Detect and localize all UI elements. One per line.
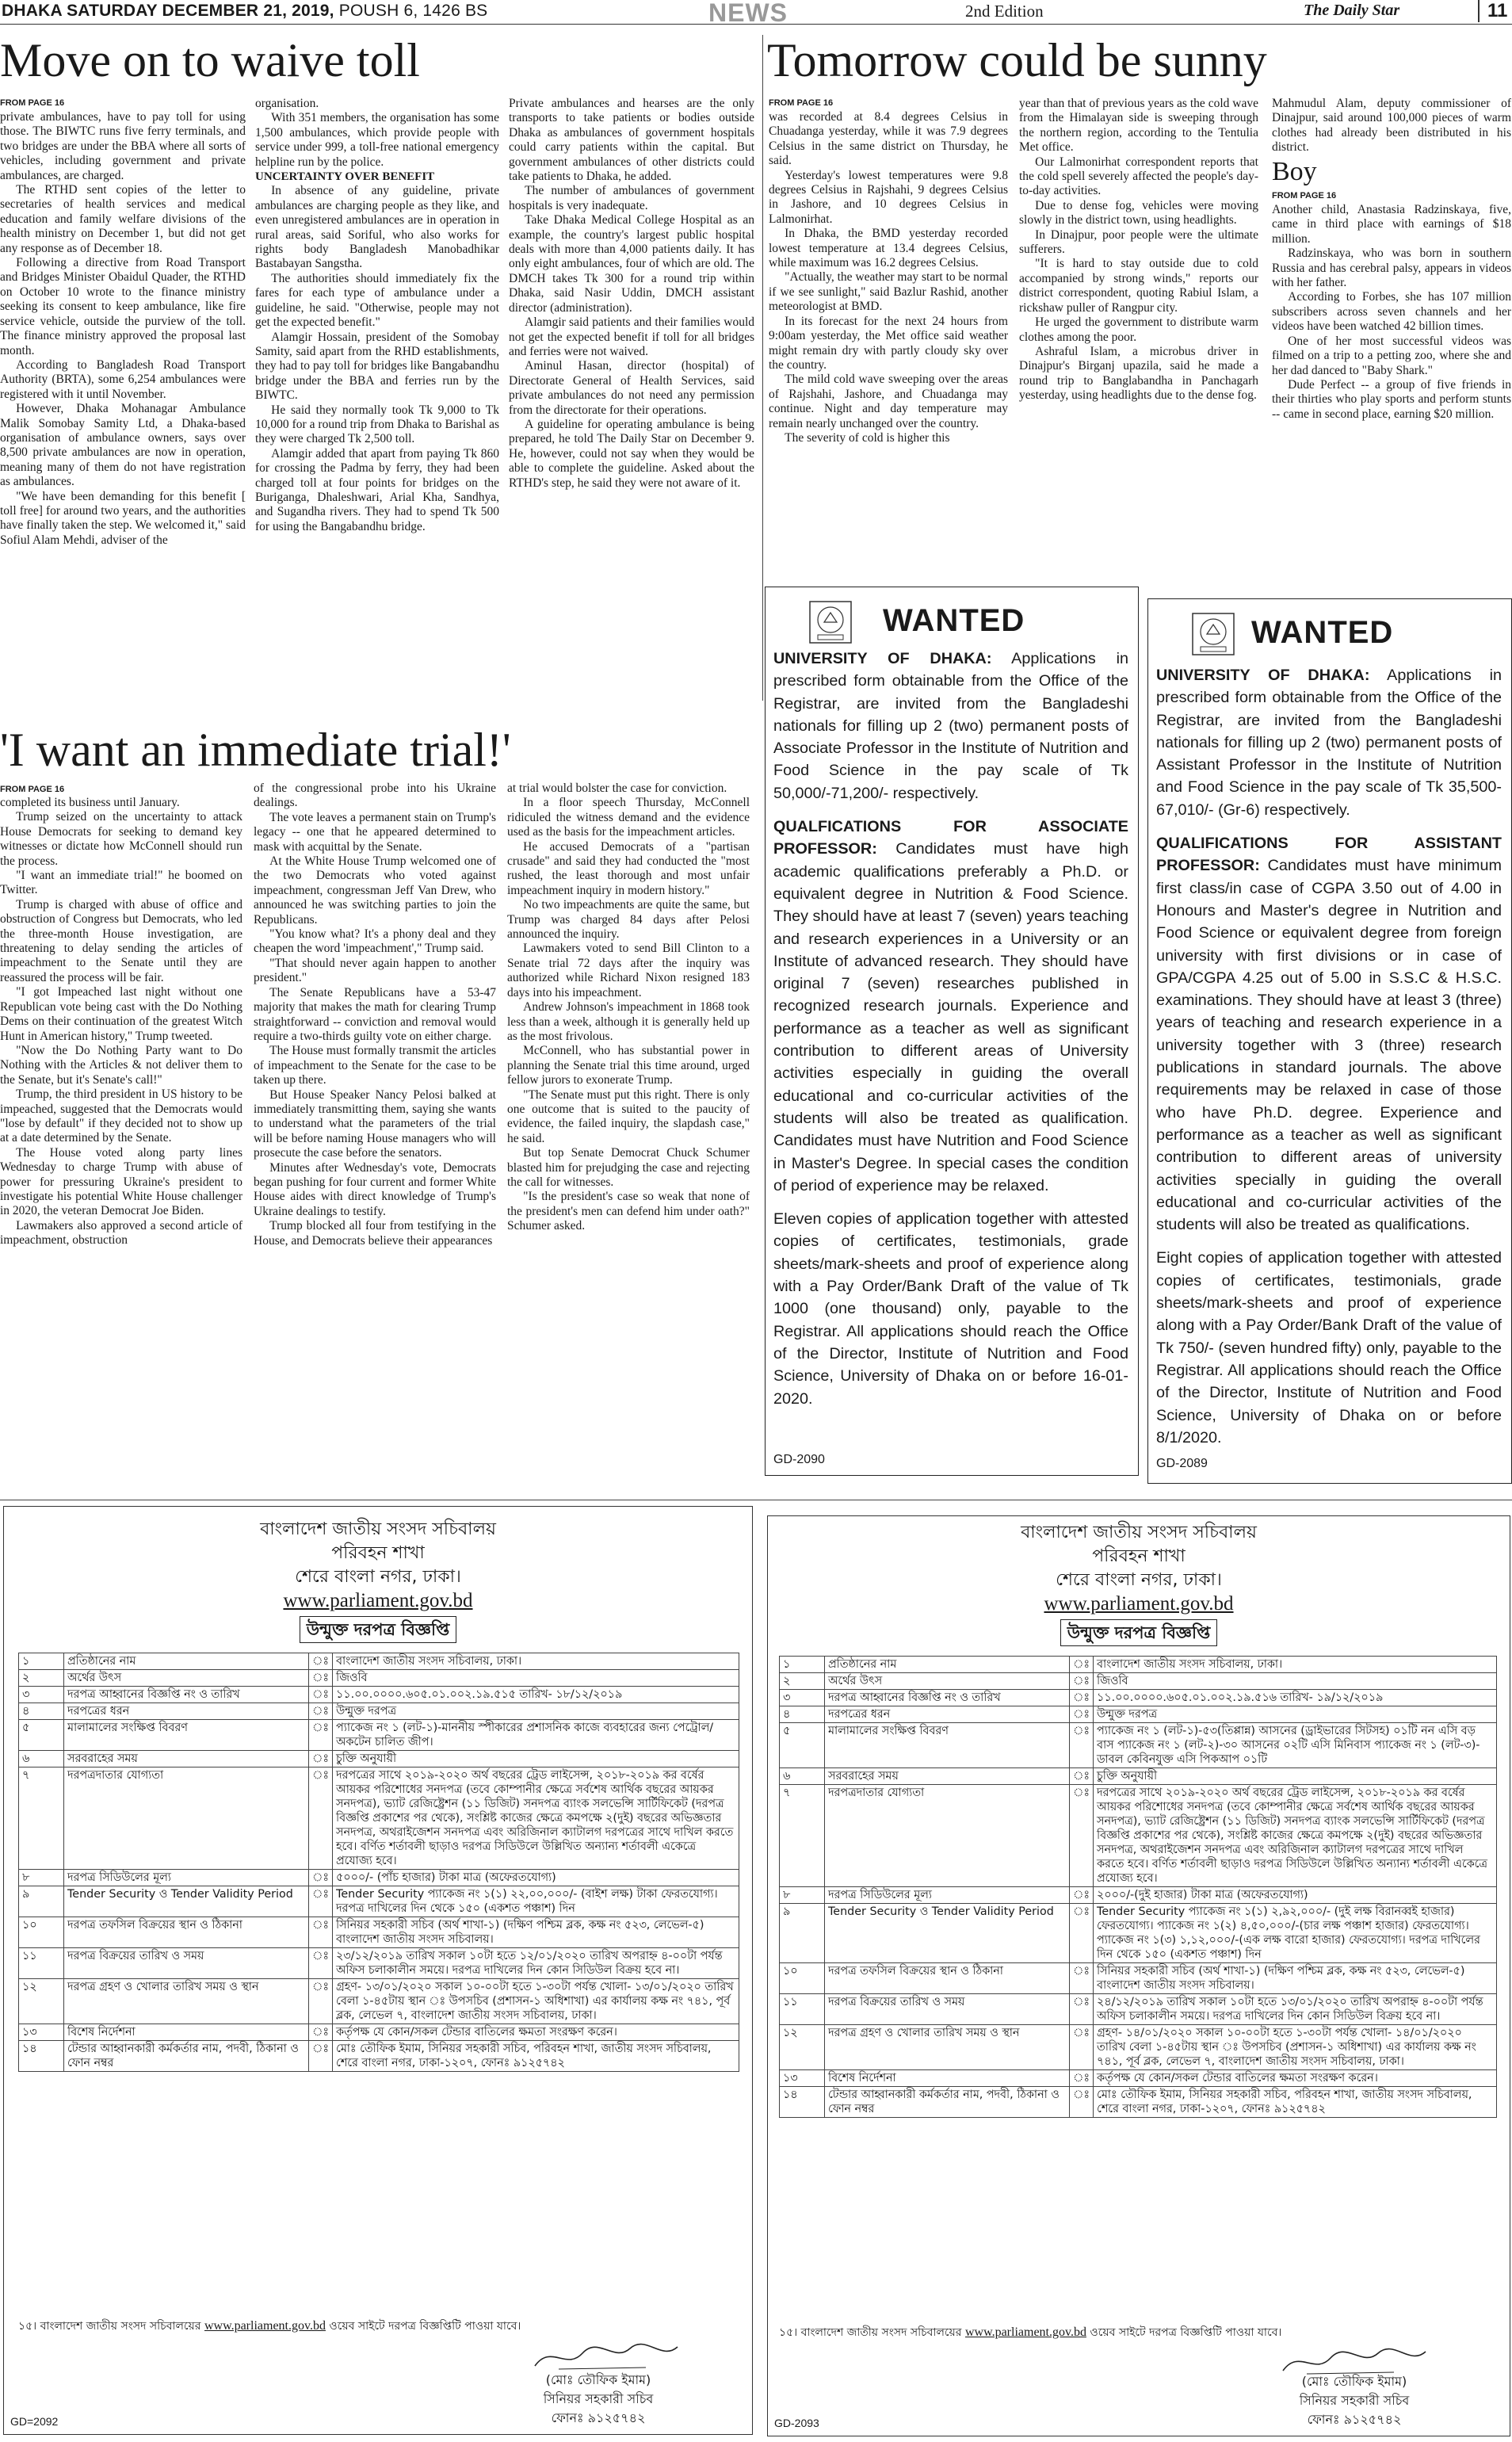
colon-separator: ঃ bbox=[309, 1886, 333, 1917]
row-number: ৯ bbox=[780, 1904, 825, 1963]
paragraph: Yesterday's lowest temperatures were 9.8 degrees Celsius in Rajshahi, 9 degrees Celsius in Jashore, and 10 degrees Celsius in Lalmonirhat. bbox=[769, 168, 1008, 226]
colon-separator: ঃ bbox=[309, 1870, 333, 1886]
row-number: ৪ bbox=[19, 1703, 64, 1720]
row-value: ৫০০০/- (পাঁচ হাজার) টাকা মাত্র (অফেরতযোগ্য) bbox=[333, 1870, 739, 1886]
tender-signature: (মোঃ তৌফিক ইমাম) সিনিয়র সহকারী সচিব ফোনঃ ৯১২৫৭৪২ bbox=[543, 2372, 654, 2425]
row-value: মোঃ তৌফিক ইমাম, সিনিয়র সহকারী সচিব, পরিবহন শাখা, জাতীয় সংসদ সচিবালয়, শেরে বাংলা নগর, ঢাকা-১২০৭, ফোনঃ ৯১২৫৭৪২ bbox=[1094, 2087, 1497, 2118]
row-value: কর্তৃপক্ষ যে কোন/সকল টেন্ডার বাতিলের ক্ষমতা সংরক্ষণ করেন। bbox=[333, 2024, 739, 2041]
row-label: Tender Security ও Tender Validity Period bbox=[64, 1886, 309, 1917]
row-value: ২৪/১২/২০১৯ তারিখ সকাল ১০টা হতে ১৩/০১/২০২০ তারিখ অপরাহ্ন ৪-০০টা পর্যন্ত অফিস চলাকালীন সময়ে। দরপত্র দাখিলের দিন কোন সিডিউল বিক্রয় হবে না। bbox=[1094, 1994, 1497, 2025]
row-number: ৩ bbox=[780, 1690, 825, 1706]
row-value: উন্মুক্ত দরপত্র bbox=[1094, 1706, 1497, 1723]
row-number: ১ bbox=[780, 1657, 825, 1673]
paragraph: year than that of previous years as the cold wave from the Himalayan side is sweeping through the northern region, according to the Tentulia Met office. bbox=[1019, 97, 1258, 155]
wanted-ad-associate bbox=[765, 587, 1139, 1476]
employer-name: UNIVERSITY OF DHAKA: bbox=[1156, 667, 1370, 684]
paragraph: "We have been demanding for this benefit [ toll free] for around two years, and the authorities have finally taken the step. We welcomed it," said Sofiul Alam Mehdi, adviser of the bbox=[0, 489, 246, 547]
row-number: ১৩ bbox=[780, 2070, 825, 2087]
date-text: DHAKA SATURDAY DECEMBER 21, 2019, bbox=[2, 2, 334, 20]
row-number: ৬ bbox=[19, 1751, 64, 1767]
row-value: চুক্তি অনুযায়ী bbox=[333, 1751, 739, 1767]
table-row bbox=[19, 1720, 739, 1751]
trial-column-2 bbox=[254, 782, 496, 1485]
subhead-uncertainty: UNCERTAINTY OVER BENEFIT bbox=[255, 170, 435, 184]
paragraph: "The Senate must put this right. There is only one outcome that is suited to the paucity of evidence, the failed inquiry, the slapdash case," he said. bbox=[507, 1087, 750, 1145]
row-number: ৫ bbox=[780, 1723, 825, 1768]
paragraph: Another child, Anastasia Radzinskaya, five, came in third place with earnings of $18 million. bbox=[1272, 203, 1511, 246]
table-row bbox=[19, 1653, 739, 1670]
paragraph: He accused Democrats of a "partisan crusade" and said they had conducted the "most rushed, the least thorough and most unfair impeachment inquiry in modern history." bbox=[507, 839, 750, 897]
row-number: ৬ bbox=[780, 1768, 825, 1785]
paragraph: The number of ambulances of government hospitals is very inadequate. bbox=[509, 184, 754, 212]
colon-separator: ঃ bbox=[309, 1720, 333, 1751]
dateline bbox=[2, 2, 487, 21]
table-row bbox=[19, 1886, 739, 1917]
parliament-link[interactable]: www.parliament.gov.bd bbox=[1044, 1593, 1234, 1615]
colon-separator: ঃ bbox=[1070, 1706, 1094, 1723]
wanted-ad-assistant bbox=[1147, 598, 1512, 1484]
paragraph: Our Lalmonirhat correspondent reports that the cold spell severely affected the people's day-to-day activities. bbox=[1019, 155, 1258, 198]
row-number: ৯ bbox=[19, 1886, 64, 1917]
tender-title: উন্মুক্ত দরপত্র বিজ্ঞপ্তি bbox=[300, 1616, 457, 1643]
paragraph: Take Dhaka Medical College Hospital as an example, the country's largest public hospital deals with more than 4,000 patients daily. It has only eight ambulances, four of which are old. The DMCH takes Tk 300 for a round trip within Dhaka, said Nasir Uddin, DMCH assistant director (administration). bbox=[509, 213, 754, 315]
headline-toll: Move on to waive toll bbox=[0, 34, 420, 86]
row-value: উন্মুক্ত দরপত্র bbox=[333, 1703, 739, 1720]
colon-separator: ঃ bbox=[309, 1670, 333, 1687]
sunny-column-2 bbox=[1019, 97, 1258, 572]
row-label: মালামালের সংক্ষিপ্ত বিবরণ bbox=[64, 1720, 309, 1751]
row-label: সরবরাহের সময় bbox=[64, 1751, 309, 1767]
ad-code: GD-2090 bbox=[773, 1453, 825, 1466]
from-page-boy: FROM PAGE 16 bbox=[1272, 190, 1337, 201]
row-value: গ্রহণ- ১৩/০১/২০২০ সকাল ১০-০০টা হতে ১-৩০টা পর্যন্ত খোলা- ১৩/০১/২০২০ তারিখ বেলা ১-৪৫টায় স্থান ঃ উপসচিব (প্রশাসন-১ অধিশাখা) এর কার্যালয় কক্ষ নং ৭৪১, পূর্ব ব্লক, লেভেল ৭, বাংলাদেশ জাতীয় সংসদ সচিবালয়, ঢাকা। bbox=[333, 1979, 739, 2024]
ad-body: UNIVERSITY OF DHAKA: Applications in prescribed form obtainable from the Office of the Registrar, are invited from the Bangladeshi nationals for filling up 2 (two) permanent posts of Associate Professor in the Institute of Nutrition and Food Science in the pay scale of Tk 50,000/-71,200/- respectively. QUALFICATIONS FOR ASSOCIATE PROFESSOR: Candidates must have high academic qualifications preferably a Ph.D. or equivalent degree in Nutrition & Food Science. They should have at least 7 (seven) years teaching and research experiences in a University or an Institute of advanced research. They should have original 7 (seven) researches published in recognized research journals. Experience and performance as a teacher as well as significant contribution to different areas of University activities especially in guiding the overall educational and co-curricular activities of the students will also be treated as qualification. Candidates must have Nutrition and Food Science in Master's Degree. In special cases the condition of period of experience may be relaxed. Eleven copies of application together with attested copies of certificates, testimonials, grade sheets/mark-sheets and proof of experience along with a Pay Order/Bank Draft of the value of Tk 1000 (one thousand) only, payable to the Registrar. All applications should reach the Office of the Director, Institute of Nutrition and Food Science, University of Dhaka on or before 16-01-2020. bbox=[773, 648, 1128, 1421]
row-value: ১১.০০.০০০০.৬০৫.০১.০০২.১৯.৫১৫ তারিখ- ১৮/১২/২০১৯ bbox=[333, 1687, 739, 1703]
row-number: ৮ bbox=[19, 1870, 64, 1886]
parliament-link[interactable]: www.parliament.gov.bd bbox=[283, 1590, 473, 1611]
employer-name: UNIVERSITY OF DHAKA: bbox=[773, 650, 992, 667]
row-value: মোঃ তৌফিক ইমাম, সিনিয়র সহকারী সচিব, পরিবহন শাখা, জাতীয় সংসদ সচিবালয়, শেরে বাংলা নগর, ঢাকা-১২০৭, ফোনঃ ৯১২৫৭৪২ bbox=[333, 2041, 739, 2072]
row-value: ২৩/১২/২০১৯ তারিখ সকাল ১০টা হতে ১২/০১/২০২০ তারিখ অপরাহ্ন ৪-০০টা পর্যন্ত অফিস চলাকালীন সময়ে। দরপত্র দাখিলের দিন কোন সিডিউল বিক্রয় হবে না। bbox=[333, 1948, 739, 1979]
row-label: দরপত্র সিডিউলের মূল্য bbox=[64, 1870, 309, 1886]
tender-title: উন্মুক্ত দরপত্র বিজ্ঞপ্তি bbox=[1060, 1619, 1218, 1646]
ad-body: UNIVERSITY OF DHAKA: Applications in prescribed form obtainable from the Office of the Registrar, are invited from the Bangladeshi nationals for filling up 2 (two) permanent posts of Assistant Professor in the Institute of Nutrition and Food Science in the pay scale of Tk 35,500-67,010/- (Gr-6) respectively. QUALIFICATIONS FOR ASSISTANT PROFESSOR: Candidates must have minimum first class/in case of CGPA 3.50 out of 4.00 in Honours and Master's degree in Nutrition and Food Science or equivalent degree from foreign university with first divisions or in case of GPA/CGPA 4.25 out of 5.00 in S.S.C & H.S.C. examinations. They should have at least 3 (three) years of teaching and research experience in a university together with 3 (three) research publications in standard journals. The above requirements may be relaxed in case of those who have Ph.D. degree. Experience and performance as a teacher as well as significant contribution to different areas of university activities specially in guiding the overall educational and co-curricular activities of the students will also be treated as qualifications. Eight copies of application together with attested copies of certificates, testimonials, grade sheets/mark-sheets and proof of experience along with a Pay Order/Bank Draft of the value of Tk 750/- (seven hundred fifty) only, payable to the Registrar. All applications should reach the Office of the Director, Institute of Nutrition and Food Science, University of Dhaka on or before 8/1/2020. bbox=[1156, 664, 1502, 1460]
paragraph: But House Speaker Nancy Pelosi balked at immediately transmitting them, saying she wants to understand what the parameters of the trial will be before naming House managers who will prosecute the case before the senators. bbox=[254, 1087, 496, 1160]
table-row bbox=[780, 1690, 1497, 1706]
row-label: দরপত্র তফসিল বিক্রয়ের স্থান ও ঠিকানা bbox=[64, 1917, 309, 1948]
row-value: গ্রহণ- ১৪/০১/২০২০ সকাল ১০-০০টা হতে ১-৩০টা পর্যন্ত খোলা- ১৪/০১/২০২০ তারিখ বেলা ১-৪৫টায় স্থান ঃ উপসচিব (প্রশাসন-১ অধিশাখা) এর কার্যালয় কক্ষ নং ৭৪১, পূর্ব ব্লক, লেভেল ৭, বাংলাদেশ জাতীয় সংসদ সচিবালয়, ঢাকা। bbox=[1094, 2025, 1497, 2070]
paragraph: organisation. bbox=[255, 97, 319, 110]
paragraph: Following a directive from Road Transport and Bridges Minister Obaidul Quader, the RTHD on October 10 wrote to the finance ministry seeking its consent to keep ambulance, like fire service vehicle, outside the purview of the toll. The finance ministry approved the proposal last month. bbox=[0, 256, 246, 357]
row-number: ১০ bbox=[19, 1917, 64, 1948]
paragraph: In absence of any guideline, private ambulances are charging people as they like, and even unregistered ambulances are in operation in rural areas, said Soriful, who also works for rights body Bangladesh Manobadhikar Bastabayan Sangstha. bbox=[255, 184, 499, 271]
sunny-column-3 bbox=[1272, 97, 1511, 572]
paragraph: A guideline for operating ambulance is being prepared, he told The Daily Star on December 9. He, however, could not say when they would be able to complete the guideline. Asked about the RTHD's step, he said they were not aware of it. bbox=[509, 417, 754, 490]
paragraph: In a floor speech Thursday, McConnell ridiculed the witness demand and the evidence used as the basis for the impeachment articles. bbox=[507, 796, 750, 839]
table-row bbox=[780, 1904, 1497, 1963]
row-number: ১৩ bbox=[19, 2024, 64, 2041]
colon-separator: ঃ bbox=[309, 2041, 333, 2072]
row-value: Tender Security প্যাকেজ নং ১(১) ২,৯২,০০০/- (দুই লক্ষ বিরানব্বই হাজার) ফেরতযোগ্য। প্যাকেজ নং ১(২) ৪,৫০,০০০/-(চার লক্ষ পঞ্চাশ হাজার) ফেরতযোগ্য। প্যাকেজ নং ১(৩) ১,১২,০০০/-(এক লক্ষ বারো হাজার) ফেরতযোগ্য। দরপত্র দাখিলের দিন থেকে ১৫০ (একশত পঞ্চাশ) দিন bbox=[1094, 1904, 1497, 1963]
tender-notice-1 bbox=[3, 1506, 753, 2435]
paragraph: of the congressional probe into his Ukraine dealings. bbox=[254, 782, 496, 810]
paragraph: Trump seized on the uncertainty to attack House Democrats for seeking to demand key witnesses or dictate how McConnell should run the process. bbox=[0, 810, 242, 868]
paragraph: The RTHD sent copies of the letter to secretaries of health services and medical education and family welfare divisions of the health ministry on December 1, but did not get any response as of December 18. bbox=[0, 183, 246, 255]
parliament-link[interactable]: www.parliament.gov.bd bbox=[964, 2325, 1086, 2339]
colon-separator: ঃ bbox=[309, 1948, 333, 1979]
tender-footnote: ১৫। বাংলাদেশ জাতীয় সংসদ সচিবালয়ের www.parliament.gov.bd ওয়েব সাইটে দরপত্র বিজ্ঞপ্তিটি পাওয়া যাবে। bbox=[779, 2325, 1282, 2339]
paragraph: "I got Impeached last night without one Republican vote being cast with the Do Nothing Dems on their continuation of the greatest Witch Hunt in American history," Trump tweeted. bbox=[0, 985, 242, 1043]
row-label: Tender Security ও Tender Validity Period bbox=[825, 1904, 1070, 1963]
paragraph: "Actually, the weather may start to be normal if we see sunlight," said Bazlur Rashid, another meteorologist at BMD. bbox=[769, 270, 1008, 314]
column-rule bbox=[762, 35, 763, 701]
row-label: দরপত্রের ধরন bbox=[64, 1703, 309, 1720]
row-number: ২ bbox=[19, 1670, 64, 1687]
paragraph: "Now the Do Nothing Party want to Do Nothing with the Articles & not deliver them to the Senate, but it's Senate's call!" bbox=[0, 1043, 242, 1087]
row-value: দরপত্রের সাথে ২০১৯-২০২০ অর্থ বছরের ট্রেড লাইসেন্স, ২০১৮-২০১৯ কর বর্ষের আয়কর পরিশোধের সনদপত্র (তবে কোম্পানীর ক্ষেত্রে সর্বশেষ আর্থিক বছরের আয়কর সনদপত্র), ভ্যাট রেজিষ্ট্রেশন (১১ ডিজিট) সনদপত্র ব্যাংক সলভেন্সি সার্টিফিকেট (দরপত্র বিজ্ঞপ্তি প্রকাশের পর থেকে), সংশ্লিষ্ট কাজের ক্ষেত্রে কমপক্ষে ২(দুই) বছরের অভিজ্ঞতার সনদপত্র, অথরাইজেশন সনদপত্র এবং অরিজিনাল ক্যাটালগ দরপত্রের সাথে দাখিল করতে হবে। বর্ণিত শর্তাবলী ছাড়াও দরপত্র সিডিউলে উল্লিখিত অন্যান্য শর্তাবলী একেত্রে প্রযোজ্য হবে। bbox=[333, 1767, 739, 1870]
table-row bbox=[780, 1887, 1497, 1904]
colon-separator: ঃ bbox=[309, 1979, 333, 2024]
paragraph: "Is the president's case so weak that none of the president's men can defend him under oath?" Schumer asked. bbox=[507, 1190, 750, 1233]
paragraph: Trump, the third president in US history to be impeached, suggested that the Democrats would "lose by default" if they decided not to show up at a date determined by the Senate. bbox=[0, 1087, 242, 1145]
row-label: দরপত্র গ্রহণ ও খোলার তারিখ সময় ও স্থান bbox=[64, 1979, 309, 2024]
table-row bbox=[19, 1917, 739, 1948]
table-row bbox=[19, 1751, 739, 1767]
paragraph: Andrew Johnson's impeachment in 1868 took less than a week, although it is generally held up as the most frivolous. bbox=[507, 1000, 750, 1043]
paragraph: Mahmudul Alam, deputy commissioner of Dinajpur, said around 100,000 pieces of warm clothes had already been distributed in his district. bbox=[1272, 97, 1511, 155]
row-value: কর্তৃপক্ষ যে কোন/সকল টেন্ডার বাতিলের ক্ষমতা সংরক্ষণ করেন। bbox=[1094, 2070, 1497, 2087]
colon-separator: ঃ bbox=[1070, 2087, 1094, 2118]
row-value: জিওবি bbox=[1094, 1673, 1497, 1690]
row-label: দরপত্র আহ্বানের বিজ্ঞপ্তি নং ও তারিখ bbox=[64, 1687, 309, 1703]
row-label: বিশেষ নির্দেশনা bbox=[825, 2070, 1070, 2087]
row-label: টেন্ডার আহ্বানকারী কর্মকর্তার নাম, পদবী, ঠিকানা ও ফোন নম্বর bbox=[64, 2041, 309, 2072]
paragraph: Alamgir said patients and their families would not get the expected benefit if toll for all bridges and ferries were not waived. bbox=[509, 315, 754, 358]
qualification-heading: QUALIFICATIONS FOR ASSISTANT PROFESSOR: bbox=[1156, 835, 1502, 875]
paragraph: He urged the government to distribute warm clothes among the poor. bbox=[1019, 315, 1258, 344]
tender-footnote: ১৫। বাংলাদেশ জাতীয় সংসদ সচিবালয়ের www.parliament.gov.bd ওয়েব সাইটে দরপত্র বিজ্ঞপ্তিটি পাওয়া যাবে। bbox=[18, 2319, 521, 2333]
row-number: ৭ bbox=[19, 1767, 64, 1870]
tender-code: GD-2093 bbox=[774, 2417, 819, 2429]
row-number: ১৪ bbox=[780, 2087, 825, 2118]
colon-separator: ঃ bbox=[1070, 1994, 1094, 2025]
tender-code: GD=2092 bbox=[10, 2415, 59, 2428]
paragraph: In Dinajpur, poor people were the ultimate sufferers. bbox=[1019, 227, 1258, 257]
paragraph: Lawmakers voted to send Bill Clinton to a Senate trial 72 days after the inquiry was authorized while Richard Nixon resigned 183 days into his impeachment. bbox=[507, 942, 750, 999]
row-label: অর্থের উৎস bbox=[64, 1670, 309, 1687]
row-value: Tender Security প্যাকেজ নং ১(১) ২২,০০,০০০/- (বাইশ লক্ষ) টাকা ফেরতযোগ্য। দরপত্র দাখিলের দিন থেকে ১৫০ (একশত পঞ্চাশ) দিন bbox=[333, 1886, 739, 1917]
colon-separator: ঃ bbox=[1070, 2025, 1094, 2070]
paragraph: At the White House Trump welcomed one of the two Democrats who voted against impeachment, congressman Jeff Van Drew, who announced he was switching parties to join the Republicans. bbox=[254, 854, 496, 927]
colon-separator: ঃ bbox=[1070, 1673, 1094, 1690]
paragraph: "You know what? It's a phony deal and they cheapen the word 'impeachment'," Trump said. bbox=[254, 927, 496, 956]
row-label: মালামালের সংক্ষিপ্ত বিবরণ bbox=[825, 1723, 1070, 1768]
colon-separator: ঃ bbox=[309, 1917, 333, 1948]
paragraph: Minutes after Wednesday's vote, Democrats began pushing for four current and former White House aides with direct knowledge of Trump's Ukraine dealings to testify. bbox=[254, 1160, 496, 1218]
row-number: ৫ bbox=[19, 1720, 64, 1751]
from-page-sunny: FROM PAGE 16 bbox=[769, 98, 834, 108]
trial-column-3 bbox=[507, 782, 750, 1485]
colon-separator: ঃ bbox=[1070, 1690, 1094, 1706]
colon-separator: ঃ bbox=[309, 1653, 333, 1670]
row-value: সিনিয়র সহকারী সচিব (অর্থ শাখা-১) (দক্ষিণ পশ্চিম ব্লক, কক্ষ নং ৫২৩, লেভেল-৫) বাংলাদেশ জাতীয় সংসদ সচিবালয়। bbox=[333, 1917, 739, 1948]
parliament-link[interactable]: www.parliament.gov.bd bbox=[204, 2319, 326, 2333]
tender-header: বাংলাদেশ জাতীয় সংসদ সচিবালয় পরিবহন শাখা শেরে বাংলা নগর, ঢাকা। www.parliament.gov.bd উন্মুক্ত দরপত্র বিজ্ঞপ্তি bbox=[768, 1521, 1510, 1646]
colon-separator: ঃ bbox=[1070, 2070, 1094, 2087]
toll-column-2 bbox=[255, 97, 499, 699]
paragraph: However, Dhaka Mohanagar Ambulance Malik Somobay Samity Ltd, a Dhaka-based organisation of ambulance owners, says over 8,500 private ambulances are now in operation, meaning many of them do not have registration as ambulances. bbox=[0, 402, 246, 489]
colon-separator: ঃ bbox=[1070, 1963, 1094, 1994]
row-label: সরবরাহের সময় bbox=[825, 1768, 1070, 1785]
paragraph: Private ambulances and hearses are the only transports to take patients or bodies outside Dhaka as ambulances of government hospitals could carry patients within the capital. But government ambulances of other districts could take patients to Dhaka, he added. bbox=[509, 97, 754, 184]
paragraph: Aminul Hasan, director (hospital) of Directorate General of Health Services, said private ambulances do not need any permission from the directorate for their operations. bbox=[509, 359, 754, 417]
colon-separator: ঃ bbox=[1070, 1785, 1094, 1887]
paragraph: The Senate Republicans have a 53-47 majority that makes the math for clearing Trump straightforward -- conviction and removal would require a two-thirds guilty vote on either charge. bbox=[254, 985, 496, 1043]
table-row bbox=[780, 2070, 1497, 2087]
paragraph: Trump is charged with abuse of office and obstruction of Congress but Democrats, who led the three-month House investigation, are threatening to delay sending the articles of impeachment to the Senate until they are reassured the process will be fair. bbox=[0, 897, 242, 984]
paragraph: The mild cold wave sweeping over the areas of Rajshahi, Jashore, and Chuadanga may continue. Night and day temperature may remain nearly unchanged over the country. bbox=[769, 373, 1008, 430]
paragraph: But top Senate Democrat Chuck Schumer blasted him for prejudging the case and rejecting the call for witnesses. bbox=[507, 1146, 750, 1189]
colon-separator: ঃ bbox=[309, 1703, 333, 1720]
paragraph: "It is hard to stay outside due to cold accompanied by strong winds," reports our district correspondent, quoting Rabiul Islam, a rickshaw puller of Rangpur city. bbox=[1019, 257, 1258, 315]
paragraph: completed its business until January. bbox=[0, 796, 180, 809]
row-value: ২০০০/-(দুই হাজার) টাকা মাত্র (অফেরতযোগ্য) bbox=[1094, 1887, 1497, 1904]
row-number: ১ bbox=[19, 1653, 64, 1670]
row-label: দরপত্রের ধরন bbox=[825, 1706, 1070, 1723]
row-label: বিশেষ নির্দেশনা bbox=[64, 2024, 309, 2041]
paragraph: No two impeachments are quite the same, but Trump was charged 84 days after Pelosi announced the inquiry. bbox=[507, 898, 750, 942]
paragraph: In Dhaka, the BMD yesterday recorded lowest temperature at 13.4 degrees Celsius, while maximum was 16.2 degrees Celsius. bbox=[769, 227, 1008, 270]
paragraph: Dude Perfect -- a group of five friends in their thirties who play sports and perform stunts -- came in second place, earning $20 million. bbox=[1272, 377, 1511, 421]
bangla-date-text: POUSH 6, 1426 BS bbox=[338, 2, 488, 20]
paragraph: Lawmakers also approved a second article of impeachment, obstruction bbox=[0, 1218, 242, 1248]
from-page-toll: FROM PAGE 16 bbox=[0, 98, 65, 108]
application-instructions: Eight copies of application together with attested copies of certificates, testimonials, grade sheets/mark-sheets and proof of experience along with a Pay Order/Bank Draft of the value of Tk 750/- (seven hundred fifty) only, payable to the Registrar. All applications should reach the Office of the Director, Institute of Nutrition and Food Science, University of Dhaka on or before 8/1/2020. bbox=[1156, 1249, 1502, 1446]
paragraph: private ambulances, have to pay toll for using those. The BIWTC runs five ferry terminals, and two bridges are under the BBA where all sorts of vehicles, including government and private ambulances, are charged. bbox=[0, 110, 246, 182]
table-row bbox=[780, 2087, 1497, 2118]
paragraph: In its forecast for the next 24 hours from 9:00am yesterday, the Met office said weather might remain dry with partly cloudy sky over the country. bbox=[769, 314, 1008, 372]
row-value: বাংলাদেশ জাতীয় সংসদ সচিবালয়, ঢাকা। bbox=[1094, 1657, 1497, 1673]
university-seal-icon bbox=[1189, 610, 1237, 658]
row-number: ৮ bbox=[780, 1887, 825, 1904]
tender-signature: (মোঃ তৌফিক ইমাম) সিনিয়র সহকারী সচিব ফোনঃ ৯১২৫৭৪২ bbox=[1299, 2374, 1410, 2427]
table-row bbox=[780, 1785, 1497, 1887]
colon-separator: ঃ bbox=[309, 1767, 333, 1870]
row-number: ২ bbox=[780, 1673, 825, 1690]
paragraph: Alamgir Hossain, president of the Somobay Samity, said apart from the RHD establishments, they had to pay toll for bridges like Bangabandhu bridge under the BBA and ferries run by the BIWTC. bbox=[255, 330, 499, 403]
paragraph: Due to dense fog, vehicles were moving slowly in the district town, using headlights. bbox=[1019, 198, 1258, 227]
application-instructions: Eleven copies of application together with attested copies of certificates, testimonials, grade sheets/mark-sheets and proof of experience along with a Pay Order/Bank Draft of the value of Tk 1000 (one thousand) only, payable to the Registrar. All applications should reach the Office of the Director, Institute of Nutrition and Food Science, University of Dhaka on or before 16-01-2020. bbox=[773, 1210, 1128, 1408]
paragraph: The House must formally transmit the articles of impeachment to the Senate for the case to be taken up there. bbox=[254, 1044, 496, 1087]
tender-notice-2 bbox=[767, 1515, 1510, 2436]
table-row bbox=[780, 1963, 1497, 1994]
paragraph: The vote leaves a permanent stain on Trump's legacy -- one that he appeared determined to mask with acquittal by the Senate. bbox=[254, 810, 496, 854]
row-number: ৩ bbox=[19, 1687, 64, 1703]
paragraph: According to Bangladesh Road Transport Authority (BRTA), some 6,254 ambulances were registered with it until November. bbox=[0, 357, 246, 401]
colon-separator: ঃ bbox=[309, 2024, 333, 2041]
row-label: প্রতিষ্ঠানের নাম bbox=[64, 1653, 309, 1670]
row-label: প্রতিষ্ঠানের নাম bbox=[825, 1657, 1070, 1673]
table-row bbox=[780, 1657, 1497, 1673]
paragraph: McConnell, who has substantial power in planning the Senate trial this time around, urged fellow jurors to exonerate Trump. bbox=[507, 1044, 750, 1087]
colon-separator: ঃ bbox=[309, 1687, 333, 1703]
row-label: দরপত্র গ্রহণ ও খোলার তারিখ সময় ও স্থান bbox=[825, 2025, 1070, 2070]
newspaper-logo: The Daily Star bbox=[1304, 2, 1400, 19]
row-value: সিনিয়র সহকারী সচিব (অর্থ শাখা-১) (দক্ষিণ পশ্চিম ব্লক, কক্ষ নং ৫২৩, লেভেল-৫) বাংলাদেশ জাতীয় সংসদ সচিবালয়। bbox=[1094, 1963, 1497, 1994]
row-value: প্যাকেজ নং ১ (লট-১)-মাননীয় স্পীকারের প্রশাসনিক কাজে ব্যবহারের জন্য পেট্রোল/অকটেন চালিত জীপ। bbox=[333, 1720, 739, 1751]
university-seal-icon bbox=[807, 598, 854, 646]
paragraph: The severity of cold is higher this bbox=[785, 430, 950, 445]
paragraph: at trial would bolster the case for conviction. bbox=[507, 782, 727, 795]
signature-icon bbox=[527, 2339, 685, 2374]
row-label: দরপত্রদাতার যোগ্যতা bbox=[64, 1767, 309, 1870]
edition-label: 2nd Edition bbox=[965, 2, 1044, 21]
colon-separator: ঃ bbox=[1070, 1887, 1094, 1904]
paragraph: He said they normally took Tk 9,000 to Tk 10,000 for a round trip from Dhaka to Barishal as they were charged Tk 2,500 toll. bbox=[255, 403, 499, 446]
colon-separator: ঃ bbox=[1070, 1768, 1094, 1785]
table-row bbox=[19, 1670, 739, 1687]
from-page-trial: FROM PAGE 16 bbox=[0, 785, 65, 794]
row-number: ১৪ bbox=[19, 2041, 64, 2072]
trial-column-1 bbox=[0, 796, 242, 1485]
paragraph: Radzinskaya, who was born in southern Russia and has cerebral palsy, appears in videos with her father. bbox=[1272, 246, 1511, 290]
row-label: দরপত্রদাতার যোগ্যতা bbox=[825, 1785, 1070, 1887]
row-number: ১১ bbox=[19, 1948, 64, 1979]
toll-column-3 bbox=[509, 97, 754, 699]
colon-separator: ঃ bbox=[1070, 1657, 1094, 1673]
row-number: ৪ bbox=[780, 1706, 825, 1723]
qualification-heading: QUALFICATIONS FOR ASSOCIATE PROFESSOR: bbox=[773, 818, 1128, 858]
paragraph: The House voted along party lines Wednesday to charge Trump with abuse of power for pressuring Ukraine's president to investigate his potential White House challenger in 2020, the veteran Democrat Joe Biden. bbox=[0, 1145, 242, 1218]
headline-boy: Boy bbox=[1272, 156, 1317, 186]
colon-separator: ঃ bbox=[309, 1751, 333, 1767]
row-value: বাংলাদেশ জাতীয় সংসদ সচিবালয়, ঢাকা। bbox=[333, 1653, 739, 1670]
table-row bbox=[19, 1870, 739, 1886]
table-row bbox=[780, 1768, 1497, 1785]
tender-table bbox=[779, 1656, 1497, 2118]
ad-code: GD-2089 bbox=[1156, 1457, 1208, 1470]
table-row bbox=[19, 2024, 739, 2041]
paragraph: According to Forbes, she has 107 million subscribers across seven channels and her videos have been watched 42 billion times. bbox=[1272, 290, 1511, 334]
row-label: দরপত্র তফসিল বিক্রয়ের স্থান ও ঠিকানা bbox=[825, 1963, 1070, 1994]
page-number: 11 bbox=[1478, 0, 1507, 22]
headline-trial: 'I want an immediate trial!' bbox=[0, 724, 511, 776]
table-row bbox=[780, 1706, 1497, 1723]
table-row bbox=[780, 1994, 1497, 2025]
tender-header: বাংলাদেশ জাতীয় সংসদ সচিবালয় পরিবহন শাখা শেরে বাংলা নগর, ঢাকা। www.parliament.gov.bd উন্মুক্ত দরপত্র বিজ্ঞপ্তি bbox=[4, 1518, 752, 1643]
table-row bbox=[780, 2025, 1497, 2070]
colon-separator: ঃ bbox=[1070, 1723, 1094, 1768]
masthead bbox=[0, 0, 1512, 25]
row-number: ১২ bbox=[19, 1979, 64, 2024]
table-row bbox=[19, 1948, 739, 1979]
sunny-column-1 bbox=[769, 110, 1008, 570]
row-value: ১১.০০.০০০০.৬০৫.০১.০০২.১৯.৫১৬ তারিখ- ১৯/১২/২০১৯ bbox=[1094, 1690, 1497, 1706]
row-number: ১০ bbox=[780, 1963, 825, 1994]
tender-table bbox=[18, 1653, 739, 2072]
row-label: দরপত্র বিক্রয়ের তারিখ ও সময় bbox=[64, 1948, 309, 1979]
table-row bbox=[19, 1687, 739, 1703]
wanted-title: WANTED bbox=[883, 603, 1025, 638]
table-row bbox=[19, 1979, 739, 2024]
row-value: জিওবি bbox=[333, 1670, 739, 1687]
table-row bbox=[19, 1703, 739, 1720]
paragraph: was recorded at 8.4 degrees Celsius in Chuadanga yesterday, while it was 7.9 degrees Celsius in the same district on Thursday, he said. bbox=[769, 110, 1008, 168]
section-label: NEWS bbox=[708, 0, 788, 27]
table-row bbox=[19, 1767, 739, 1870]
row-label: দরপত্র বিক্রয়ের তারিখ ও সময় bbox=[825, 1994, 1070, 2025]
row-label: দরপত্র আহ্বানের বিজ্ঞপ্তি নং ও তারিখ bbox=[825, 1690, 1070, 1706]
row-label: টেন্ডার আহ্বানকারী কর্মকর্তার নাম, পদবী, ঠিকানা ও ফোন নম্বর bbox=[825, 2087, 1070, 2118]
row-number: ৭ bbox=[780, 1785, 825, 1887]
row-label: অর্থের উৎস bbox=[825, 1673, 1070, 1690]
paragraph: Alamgir added that apart from paying Tk 860 for crossing the Padma by ferry, they had been charged toll at four points for bridges on the Buriganga, Dhaleshwari, Arial Kha, Sandhya, and Sugandha rivers. They had to spend Tk 500 for using the Bangabandhu bridge. bbox=[255, 446, 499, 533]
table-row bbox=[780, 1673, 1497, 1690]
row-value: প্যাকেজ নং ১ (লট-১)-৫৩(তিপ্পান্ন) আসনের (ড্রাইভারের সিটসহ) ০১টি নন এসি বড় বাস প্যাকেজ নং ১ (লট-২)-৩০ আসনের ০২টি এসি মিনিবাস প্যাকেজ নং ১ (লট-৩)-ডাবল কেবিনযুক্ত এসি পিকআপ ০১টি bbox=[1094, 1723, 1497, 1768]
row-value: চুক্তি অনুযায়ী bbox=[1094, 1768, 1497, 1785]
table-row bbox=[780, 1723, 1497, 1768]
row-label: দরপত্র সিডিউলের মূল্য bbox=[825, 1887, 1070, 1904]
paragraph: Trump blocked all four from testifying in the House, and Democrats believe their appearances bbox=[254, 1219, 496, 1248]
paragraph: One of her most successful videos was filmed on a trip to a petting zoo, where she and her dad danced to "Baby Shark." bbox=[1272, 334, 1511, 377]
row-number: ১২ bbox=[780, 2025, 825, 2070]
wanted-title: WANTED bbox=[1251, 615, 1394, 650]
row-value: দরপত্রের সাথে ২০১৯-২০২০ অর্থ বছরের ট্রেড লাইসেন্স, ২০১৮-২০১৯ কর বর্ষের আয়কর পরিশোধের সনদপত্র (তবে কোম্পানীর ক্ষেত্রে সর্বশেষ আর্থিক বছরের আয়কর সনদপত্র), ভ্যাট রেজিষ্ট্রেশন (১১ ডিজিট) সনদপত্র ব্যাংক সলভেন্সি সার্টিফিকেট (দরপত্র বিজ্ঞপ্তি প্রকাশের পর থেকে), সংশ্লিষ্ট কাজের ক্ষেত্রে কমপক্ষে ২(দুই) বছরের অভিজ্ঞতার সনদপত্র, অথরাইজেশন সনদপত্র এবং অরিজিনাল ক্যাটালগ দরপত্রের সাথে দাখিল করতে হবে। বর্ণিত শর্তাবলী ছাড়াও দরপত্র সিডিউলে উল্লিখিত অন্যান্য শর্তাবলী একেত্রে প্রযোজ্য হবে। bbox=[1094, 1785, 1497, 1887]
headline-sunny: Tomorrow could be sunny bbox=[767, 34, 1267, 86]
paragraph: "I want an immediate trial!" he boomed on Twitter. bbox=[0, 869, 242, 897]
table-row bbox=[19, 2041, 739, 2072]
row-number: ১১ bbox=[780, 1994, 825, 2025]
paragraph: With 351 members, the organisation has some 1,500 ambulances, which provide people with service under 999, a toll-free national emergency helpline run by the police. bbox=[255, 111, 499, 169]
paragraph: The authorities should immediately fix the fares for each type of ambulance under a guideline, he said. "Otherwise, people may not get the expected benefit." bbox=[255, 271, 499, 330]
colon-separator: ঃ bbox=[1070, 1904, 1094, 1963]
paragraph: Ashraful Islam, a microbus driver in Dinajpur's Birganj upazila, said he made a round trip to Banglabandha in Panchagarh yesterday, using headlights due to the dense fog. bbox=[1019, 344, 1258, 403]
toll-column-1 bbox=[0, 110, 246, 697]
paragraph: "That should never again happen to another president." bbox=[254, 956, 496, 985]
